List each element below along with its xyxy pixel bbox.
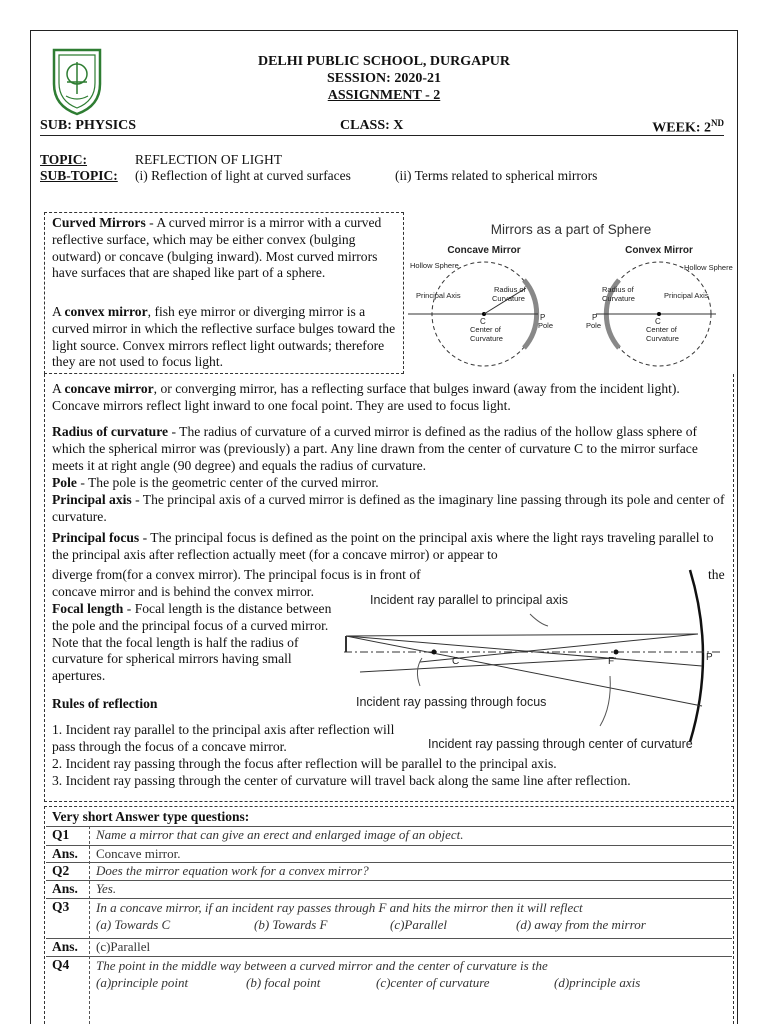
topic-line: TOPIC: REFLECTION OF LIGHT [40, 152, 282, 167]
class: CLASS: X [340, 118, 404, 133]
answer-row: Ans. Concave mirror. [46, 845, 732, 863]
focal-length-para: Focal length - Focal length is the distance between the pole and the principal focus of a curved mirror. Note that the focal length is half the radius of curvature for spherical mirrors having small apertures. [52, 601, 332, 684]
svg-text:Hollow Sphere: Hollow Sphere [410, 261, 459, 270]
subject-line [40, 118, 724, 136]
svg-text:Curvature: Curvature [602, 294, 635, 303]
focus-cont: diverge from(for a convex mirror). The principal focus is in front of [52, 567, 421, 582]
question-row: Q1 Name a mirror that can give an erect and enlarged image of an object. [46, 826, 732, 844]
svg-text:Incident ray passing through c: Incident ray passing through center of curvature [428, 737, 693, 751]
svg-text:P: P [592, 313, 598, 322]
svg-text:C: C [655, 317, 661, 326]
svg-text:Principal Axis: Principal Axis [416, 291, 461, 300]
rule-1: 1. Incident ray parallel to the principal axis after reflection will pass through the focus of a concave mirror. [52, 722, 395, 754]
svg-text:Incident ray parallel to princ: Incident ray parallel to principal axis [370, 593, 569, 607]
axis-para: Principal axis - The principal axis of a curved mirror is defined as the imaginary line passing through its pole and center of curvature. [52, 492, 725, 524]
svg-text:Convex Mirror: Convex Mirror [625, 245, 693, 256]
convex-para: A convex mirror, fish eye mirror or diverging mirror is a curved mirror in which the reflective surface bulges toward the light source. Convex mirrors reflect light outwards; therefore they are not used to focus light. [52, 304, 396, 370]
focus-para: Principal focus - The principal focus is defined as the point on the principal axis where the light rays traveling parallel to the principal axis after reflection actually meet (for a concave mirror) or appear to [52, 530, 714, 562]
svg-text:Concave Mirror: Concave Mirror [447, 245, 521, 256]
svg-text:Curvature: Curvature [646, 334, 679, 343]
rule-2: 2. Incident ray passing through the focus after reflection will be parallel to the principal axis. [52, 756, 557, 771]
svg-text:Hollow Sphere: Hollow Sphere [684, 263, 733, 272]
sphere-diagram [406, 218, 736, 368]
svg-text:Curvature: Curvature [492, 294, 525, 303]
svg-text:Principal Axis: Principal Axis [664, 291, 709, 300]
svg-text:P: P [540, 313, 546, 322]
subtopic-line: SUB-TOPIC: (i) Reflection of light at curved surfaces (ii) Terms related to spherical mirrors [40, 168, 598, 183]
question-row: Q4 The point in the middle way between a curved mirror and the center of curvature is the (a)principle point (b) focal point (c)center of curvature (d)principle axis [46, 956, 732, 995]
school-name: DELHI PUBLIC SCHOOL, DURGAPUR [257, 54, 511, 69]
svg-text:Center of: Center of [646, 325, 677, 334]
questions-heading: Very short Answer type questions: [52, 809, 250, 824]
assignment-title: ASSIGNMENT - 2 [327, 88, 441, 103]
svg-text:Center of: Center of [470, 325, 501, 334]
ray-diagram [340, 566, 734, 756]
session: SESSION: 2020-21 [327, 71, 441, 86]
focus-end: concave mirror and is behind the convex mirror. [52, 584, 314, 599]
radius-para: Radius of curvature - The radius of curvature of a curved mirror is defined as the radius of the hollow glass sphere of which the spherical mirror was (previously) a part. Any line drawn from the center of curvature C to the mirror surface meets it at right angle (90 degree) and equals the radius of curvature. [52, 424, 698, 473]
svg-text:Radius of: Radius of [602, 285, 634, 294]
answer-row: Ans. (c)Parallel [46, 938, 732, 956]
concave-para: A concave mirror, or converging mirror, has a reflecting surface that bulges inward (away from the incident light). Concave mirrors reflect light inward to one focal point. They are used to focus light. [52, 381, 680, 413]
svg-text:F: F [608, 656, 615, 667]
rules-title: Rules of reflection [52, 696, 158, 711]
svg-text:Mirrors as a part of Sphere: Mirrors as a part of Sphere [490, 222, 652, 237]
rule-3: 3. Incident ray passing through the center of curvature will travel back along the same line after reflection. [52, 773, 631, 788]
svg-text:Incident ray passing through f: Incident ray passing through focus [356, 695, 547, 709]
subject: SUB: PHYSICS [40, 118, 137, 133]
week: WEEK: 2ND [652, 118, 724, 136]
question-row: Q3 In a concave mirror, if an incident ray passes through F and hits the mirror then it will reflect (a) Towards C (b) Towards F (c)Parallel (d) away from the mirror [46, 898, 732, 937]
svg-text:C: C [480, 317, 486, 326]
svg-text:C: C [452, 656, 460, 667]
pole-para: Pole - The pole is the geometric center of the curved mirror. [52, 475, 379, 490]
svg-text:P: P [706, 652, 713, 663]
svg-text:Radius of: Radius of [494, 285, 526, 294]
curved-mirrors-para: Curved Mirrors - A curved mirror is a mirror with a curved reflective surface, which may be either convex (bulging outward) or concave (bulging inward). Most curved mirrors have surfaces that are shaped like part of a sphere. [52, 215, 382, 281]
focus-the: the [708, 567, 725, 582]
question-row: Q2 Does the mirror equation work for a convex mirror? [46, 862, 732, 880]
svg-text:Pole: Pole [586, 321, 602, 330]
svg-text:Pole: Pole [538, 321, 554, 330]
answer-row: Ans. Yes. [46, 880, 732, 898]
svg-text:Curvature: Curvature [470, 334, 503, 343]
